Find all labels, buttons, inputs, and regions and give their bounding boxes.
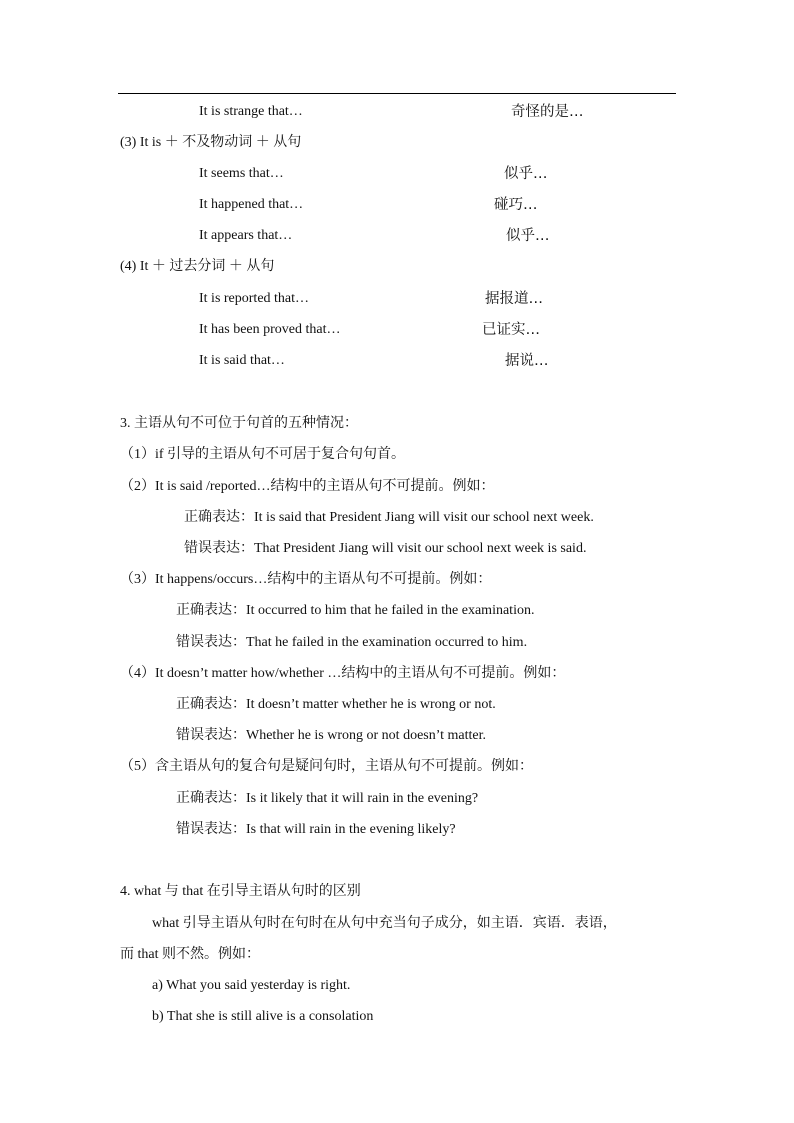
rule-item-4: （4）It doesn’t matter how/whether …结构中的主语从句不可提前。例如： <box>120 666 566 681</box>
heading-3: (3) It is ＋ 不及物动词 ＋ 从句 <box>120 135 302 150</box>
expression-zh: 奇怪的是… <box>511 104 584 120</box>
section-4-title: 4. what 与 that 在引导主语从句时的区别 <box>120 884 361 899</box>
paragraph-line: 而 that 则不然。例如： <box>120 947 260 962</box>
expression-zh: 已证实… <box>482 322 540 338</box>
expression-en: It is strange that… <box>199 104 303 119</box>
expression-zh: 据报道… <box>485 291 543 307</box>
expression-zh: 碰巧… <box>494 197 538 213</box>
rule-item-3: （3）It happens/occurs…结构中的主语从句不可提前。例如： <box>120 572 492 587</box>
correct-example: 正确表达：It is said that President Jiang will visit our school next week. <box>184 510 594 525</box>
expression-en: It is reported that… <box>199 291 310 306</box>
wrong-example: 错误表达：Is that will rain in the evening likely? <box>176 822 456 837</box>
example-a: a) What you said yesterday is right. <box>152 978 351 993</box>
correct-example: 正确表达：Is it likely that it will rain in the evening? <box>176 791 479 806</box>
example-b: b) That she is still alive is a consolation <box>152 1009 374 1024</box>
expression-en: It happened that… <box>199 197 304 212</box>
expression-en: It has been proved that… <box>199 322 341 337</box>
expression-en: It appears that… <box>199 228 293 243</box>
rule-item-2: （2）It is said /reported…结构中的主语从句不可提前。例如： <box>120 479 495 494</box>
correct-example: 正确表达：It doesn’t matter whether he is wrong or not. <box>176 697 496 712</box>
wrong-example: 错误表达：Whether he is wrong or not doesn’t matter. <box>176 728 487 743</box>
expression-en: It is said that… <box>199 353 285 368</box>
correct-example: 正确表达：It occurred to him that he failed in the examination. <box>176 603 535 618</box>
expression-zh: 据说… <box>505 353 549 369</box>
rule-item-1: （1）if 引导的主语从句不可居于复合句句首。 <box>120 447 406 462</box>
heading-4: (4) It ＋ 过去分词 ＋ 从句 <box>120 259 275 274</box>
expression-zh: 似乎… <box>504 166 548 182</box>
wrong-example: 错误表达：That he failed in the examination occurred to him. <box>176 635 528 650</box>
expression-zh: 似乎… <box>506 228 550 244</box>
header-rule <box>118 93 676 94</box>
expression-en: It seems that… <box>199 166 284 181</box>
section-3-title: 3. 主语从句不可位于句首的五种情况： <box>120 416 358 431</box>
paragraph-line: what 引导主语从句时在句时在从句中充当句子成分，如主语．宾语．表语， <box>152 916 617 931</box>
rule-item-5: （5）含主语从句的复合句是疑问句时，主语从句不可提前。例如： <box>120 759 533 774</box>
wrong-example: 错误表达：That President Jiang will visit our school next week is said. <box>184 541 587 556</box>
